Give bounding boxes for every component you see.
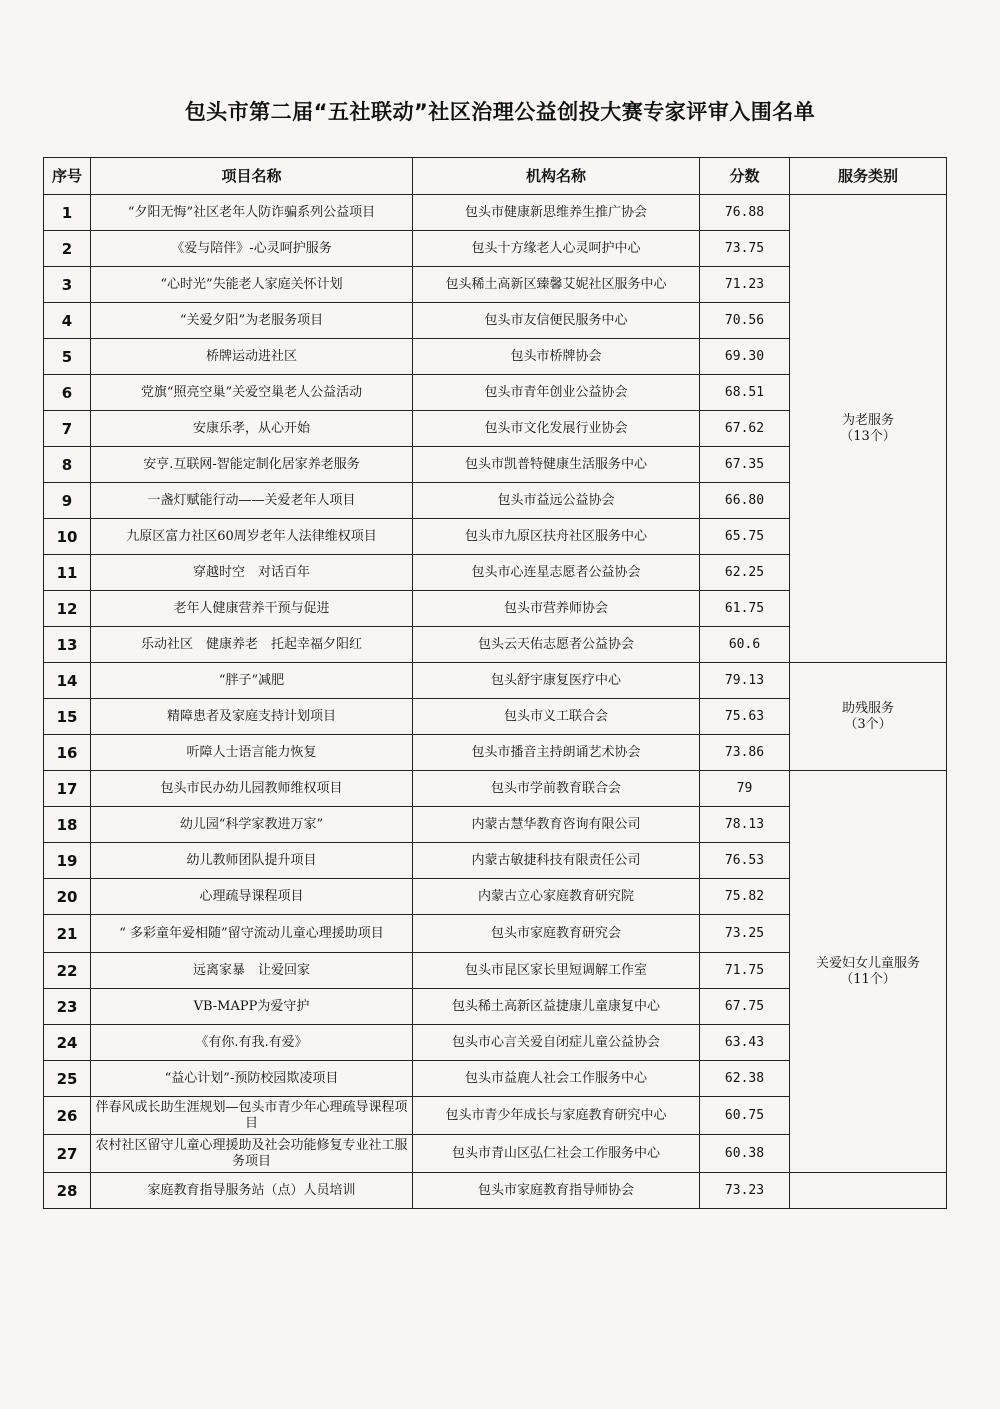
row-project: 桥牌运动进社区 <box>91 339 413 375</box>
row-no: 26 <box>44 1097 91 1135</box>
row-project: 《爱与陪伴》-心灵呵护服务 <box>91 231 413 267</box>
row-org: 包头市义工联合会 <box>413 699 700 735</box>
row-no: 24 <box>44 1025 91 1061</box>
row-no: 12 <box>44 591 91 627</box>
row-score: 73.25 <box>700 915 790 953</box>
row-project: 农村社区留守儿童心理援助及社会功能修复专业社工服务项目 <box>91 1135 413 1173</box>
row-score: 67.35 <box>700 447 790 483</box>
row-score: 76.88 <box>700 195 790 231</box>
row-score: 69.30 <box>700 339 790 375</box>
row-score: 65.75 <box>700 519 790 555</box>
row-project: 听障人士语言能力恢复 <box>91 735 413 771</box>
category-name: 为老服务 <box>841 412 894 428</box>
row-org: 包头市心连星志愿者公益协会 <box>413 555 700 591</box>
row-score: 73.86 <box>700 735 790 771</box>
row-org: 包头舒宇康复医疗中心 <box>413 663 700 699</box>
row-score: 66.80 <box>700 483 790 519</box>
row-org: 包头市家庭教育研究会 <box>413 915 700 953</box>
row-no: 13 <box>44 627 91 663</box>
row-project: 包头市民办幼儿园教师维权项目 <box>91 771 413 807</box>
row-project: 安康乐孝，从心开始 <box>91 411 413 447</box>
row-org: 包头市青山区弘仁社会工作服务中心 <box>413 1135 700 1173</box>
row-score: 60.6 <box>700 627 790 663</box>
row-score: 78.13 <box>700 807 790 843</box>
row-project: 党旗“照亮空巢”关爱空巢老人公益活动 <box>91 375 413 411</box>
category-elderly <box>790 195 947 663</box>
row-no: 2 <box>44 231 91 267</box>
row-score: 62.25 <box>700 555 790 591</box>
row-no: 10 <box>44 519 91 555</box>
row-project: “关爱夕阳”为老服务项目 <box>91 303 413 339</box>
row-org: 内蒙古慧华教育咨询有限公司 <box>413 807 700 843</box>
row-no: 11 <box>44 555 91 591</box>
row-project: 老年人健康营养干预与促进 <box>91 591 413 627</box>
header-category: 服务类别 <box>790 158 947 195</box>
shortlist-table <box>43 157 947 1209</box>
row-no: 9 <box>44 483 91 519</box>
row-org: 包头稀土高新区益捷康儿童康复中心 <box>413 989 700 1025</box>
row-project: 穿越时空 对话百年 <box>91 555 413 591</box>
row-no: 21 <box>44 915 91 953</box>
row-project: 家庭教育指导服务站（点）人员培训 <box>91 1173 413 1209</box>
category-disability <box>790 663 947 771</box>
table-row <box>44 771 947 807</box>
row-no: 8 <box>44 447 91 483</box>
row-org: 包头市凯普特健康生活服务中心 <box>413 447 700 483</box>
table-row <box>44 1173 947 1209</box>
row-project: “ 多彩童年爱相随”留守流动儿童心理援助项目 <box>91 915 413 953</box>
row-org: 内蒙古敏捷科技有限责任公司 <box>413 843 700 879</box>
row-score: 71.23 <box>700 267 790 303</box>
row-org: 包头市九原区扶舟社区服务中心 <box>413 519 700 555</box>
table-row <box>44 195 947 231</box>
row-no: 6 <box>44 375 91 411</box>
row-org: 包头市昆区家长里短调解工作室 <box>413 953 700 989</box>
row-org: 包头云天佑志愿者公益协会 <box>413 627 700 663</box>
row-project: 远离家暴 让爱回家 <box>91 953 413 989</box>
row-no: 17 <box>44 771 91 807</box>
row-project: “夕阳无悔”社区老年人防诈骗系列公益项目 <box>91 195 413 231</box>
row-score: 63.43 <box>700 1025 790 1061</box>
header-org: 机构名称 <box>413 158 700 195</box>
row-org: 包头市播音主持朗诵艺术协会 <box>413 735 700 771</box>
row-no: 15 <box>44 699 91 735</box>
row-org: 包头市益远公益协会 <box>413 483 700 519</box>
row-org: 包头十方缘老人心灵呵护中心 <box>413 231 700 267</box>
row-org: 内蒙古立心家庭教育研究院 <box>413 879 700 915</box>
row-no: 3 <box>44 267 91 303</box>
row-no: 16 <box>44 735 91 771</box>
row-score: 79.13 <box>700 663 790 699</box>
row-no: 23 <box>44 989 91 1025</box>
row-project: “益心计划”-预防校园欺凌项目 <box>91 1061 413 1097</box>
row-project: “心时光”失能老人家庭关怀计划 <box>91 267 413 303</box>
row-no: 1 <box>44 195 91 231</box>
row-score: 73.75 <box>700 231 790 267</box>
row-no: 5 <box>44 339 91 375</box>
row-org: 包头市青年创业公益协会 <box>413 375 700 411</box>
row-no: 18 <box>44 807 91 843</box>
row-no: 27 <box>44 1135 91 1173</box>
row-project: 安亨.互联网-智能定制化居家养老服务 <box>91 447 413 483</box>
row-score: 70.56 <box>700 303 790 339</box>
category-name: 助残服务 <box>841 700 894 716</box>
row-org: 包头市桥牌协会 <box>413 339 700 375</box>
row-no: 20 <box>44 879 91 915</box>
header-score: 分数 <box>700 158 790 195</box>
header-no: 序号 <box>44 158 91 195</box>
row-no: 25 <box>44 1061 91 1097</box>
category-name: 关爱妇女儿童服务 <box>815 955 920 971</box>
row-score: 61.75 <box>700 591 790 627</box>
row-score: 62.38 <box>700 1061 790 1097</box>
category-women-children <box>790 771 947 1173</box>
page-title: 包头市第二届“五社联动”社区治理公益创投大赛专家评审入围名单 <box>184 100 816 124</box>
row-no: 28 <box>44 1173 91 1209</box>
row-project: 九原区富力社区60周岁老年人法律维权项目 <box>91 519 413 555</box>
table-body <box>44 195 947 1209</box>
row-org: 包头市营养师协会 <box>413 591 700 627</box>
row-org: 包头市友信便民服务中心 <box>413 303 700 339</box>
row-project: 一盏灯赋能行动——关爱老年人项目 <box>91 483 413 519</box>
row-project: 《有你.有我.有爱》 <box>91 1025 413 1061</box>
row-score: 60.38 <box>700 1135 790 1173</box>
table-row <box>44 663 947 699</box>
row-score: 79 <box>700 771 790 807</box>
row-org: 包头市学前教育联合会 <box>413 771 700 807</box>
category-count: （11个） <box>840 971 896 987</box>
row-score: 67.75 <box>700 989 790 1025</box>
row-score: 75.82 <box>700 879 790 915</box>
row-org: 包头市心言关爱自闭症儿童公益协会 <box>413 1025 700 1061</box>
row-project: 幼儿教师团队提升项目 <box>91 843 413 879</box>
row-score: 73.23 <box>700 1173 790 1209</box>
row-org: 包头市家庭教育指导师协会 <box>413 1173 700 1209</box>
row-project: “胖子”减肥 <box>91 663 413 699</box>
row-score: 67.62 <box>700 411 790 447</box>
row-project: 心理疏导课程项目 <box>91 879 413 915</box>
row-no: 22 <box>44 953 91 989</box>
row-project: 精障患者及家庭支持计划项目 <box>91 699 413 735</box>
row-no: 19 <box>44 843 91 879</box>
row-score: 75.63 <box>700 699 790 735</box>
row-score: 76.53 <box>700 843 790 879</box>
row-score: 71.75 <box>700 953 790 989</box>
row-no: 14 <box>44 663 91 699</box>
row-score: 68.51 <box>700 375 790 411</box>
row-org: 包头市健康新思维养生推广协会 <box>413 195 700 231</box>
category-continued <box>790 1173 947 1209</box>
category-count: （13个） <box>840 428 896 444</box>
category-count: （3个） <box>844 716 892 732</box>
table-header-row <box>44 158 947 195</box>
row-no: 7 <box>44 411 91 447</box>
header-project: 项目名称 <box>91 158 413 195</box>
row-no: 4 <box>44 303 91 339</box>
row-org: 包头市益鹿人社会工作服务中心 <box>413 1061 700 1097</box>
row-score: 60.75 <box>700 1097 790 1135</box>
row-org: 包头市文化发展行业协会 <box>413 411 700 447</box>
row-project: 乐动社区 健康养老 托起幸福夕阳红 <box>91 627 413 663</box>
row-project: 幼儿园“科学家教进万家” <box>91 807 413 843</box>
row-org: 包头市青少年成长与家庭教育研究中心 <box>413 1097 700 1135</box>
row-org: 包头稀土高新区臻馨艾妮社区服务中心 <box>413 267 700 303</box>
row-project: 伴春风成长助生涯规划—包头市青少年心理疏导课程项目 <box>91 1097 413 1135</box>
row-project: VB-MAPP为爱守护 <box>91 989 413 1025</box>
